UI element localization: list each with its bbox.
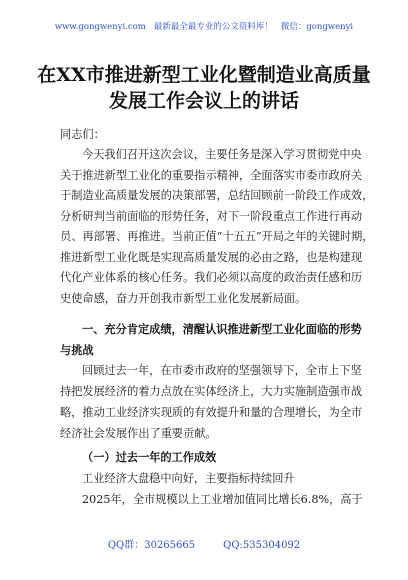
header-slogan: 最新最全最专业的公文资料库！	[153, 22, 273, 32]
para1-line: 关于推进新型工业化的重要指示精神，全面落实市委市政府关	[60, 169, 363, 182]
footer-qq: QQ:535304092	[223, 540, 301, 551]
para2-line: 持把发展经济的着力点放在实体经济上，大力实施制造强市战	[60, 385, 363, 398]
section-heading-1-cont: 与挑战	[60, 343, 94, 357]
para1-line: 于制造业高质量发展的决策部署，总结回顾前一阶段工作成效，	[60, 189, 374, 202]
para1-line: 推进新型工业化既是实现高质量发展的必由之路，也是构建现	[60, 251, 363, 264]
para2-line: 经济社会发展作出了重要贡献。	[60, 427, 217, 440]
para1-line: 史使命感，奋力开创我市新型工业化发展新局面。	[60, 292, 307, 305]
header-website[interactable]: www.gongwenyi.com	[54, 22, 146, 32]
para2-line: 略，推动工业经济实现质的有效提升和量的合理增长，为全市	[60, 406, 363, 419]
footer-bar	[0, 536, 408, 551]
document-title-line-1: 在XX市推进新型工业化暨制造业高质量	[37, 64, 371, 86]
salutation: 同志们：	[60, 128, 105, 141]
subsection-heading-1: （一）过去一年的工作成效	[82, 450, 217, 464]
para2-line: 回顾过去一年，在市委市政府的坚强领导下，全市上下坚	[82, 364, 362, 377]
header-bar	[0, 20, 408, 32]
para1-line: 员、再部署、再推进。当前正值“十五五”开局之年的关键时期，	[60, 230, 374, 243]
document-title-line-2: 发展工作会议上的讲话	[108, 90, 299, 112]
footer-qq-group: QQ群：30265665	[107, 540, 196, 551]
section-heading-1: 一、充分肯定成绩，清醒认识推进新型工业化面临的形势	[82, 322, 362, 336]
para4-line: 2025年，全市规模以上工业增加值同比增长6.8%，高于	[82, 493, 363, 506]
para1-line: 今天我们召开这次会议，主要任务是深入学习贯彻党中央	[82, 148, 362, 161]
para1-line: 代化产业体系的核心任务。我们必须以高度的政治责任感和历	[60, 271, 363, 284]
para1-line: 分析研判当前面临的形势任务，对下一阶段重点工作进行再动	[60, 210, 363, 223]
header-wechat: 微信：gongwenyi	[280, 22, 354, 32]
para3-line: 工业经济大盘稳中向好，主要指标持续回升	[82, 472, 295, 485]
